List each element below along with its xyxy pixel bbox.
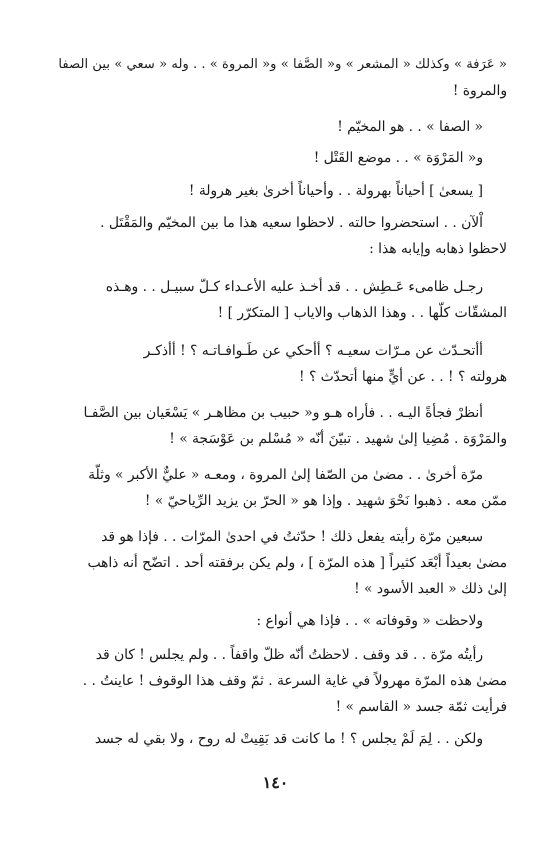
text-line: أأتحـدّث عن مـرّات سعيـه ؟ أأحكي عن طَـوافـاتـه ؟ ! أأذكـر [143,343,483,359]
page-number: ١٤٠ [262,773,289,792]
text-line: رأيتُه مرّة . . قد وقف . لاحظتُ أنّه ظلّ واقفاً . . ولم يجلس ! كان قد [95,647,483,663]
paragraph-8-cont [56,426,507,452]
paragraph-7-cont [56,364,507,390]
text-line: لاحظوا ذهابه وإيابه هذا : [369,241,507,257]
text-line: اْلآن . . استحضروا حالته . لاحظوا سعيه هذا ما بين المخيّم والمَقْتَل . [100,215,483,231]
paragraph-3 [56,145,483,171]
text-line: هرولته ؟ ! . . عن أيٍّ منها أتحدّث ؟ ! [299,369,507,385]
paragraph-8 [56,400,483,426]
text-line: « عَرَفة » وكذلك « المشعر » و« الصَّفا » و« المروة » . . وله « سعي » بين الصفا [58,57,507,72]
text-line: أنظرْ فجأةً اليـه . . فأراه هـو و« حبيب بن مظاهـر » يَسْعَيان بين الصَّفـا [83,405,483,421]
paragraph-4 [56,178,483,204]
paragraph-12 [56,642,483,668]
text-line: فرأيت ثمّة جسد « القاسم » ! [335,699,507,715]
paragraph-6-cont [56,300,507,326]
text-line: والمروة ! [452,83,507,99]
text-line: المشقّات كلّها . . وهذا الذهاب والاياب [ المتكرّر ] ! [217,305,507,321]
text-line: مضىٰ بعيداً أبْعَد كثيراً [ هذه المرّة ] ، ولم يكن برفقته أحد . اتضّح أنه ذاهب [87,555,507,571]
paragraph-9 [56,462,483,488]
paragraph-10 [56,524,483,550]
text-line: ممّن معه . ذهبوا نَحْوَ شهيد . وإذا هو « الحرّ بن يزيد الرِّياحيّ » ! [144,493,507,509]
paragraph-5 [56,210,483,236]
paragraph-13 [56,726,483,752]
text-line: و« المَرْوَة » . . موضع القَتْل ! [313,150,483,166]
text-line: ولاحظت « وقوفاته » . . فإذا هي أنواع : [256,613,483,629]
paragraph-6 [56,274,483,300]
text-line: [ يسعىٰ ] أحياناً بهرولة . . وأحياناً أخرىٰ بغير هرولة ! [188,183,483,199]
paragraph-11 [56,608,483,634]
text-line: ولكن . . لِمَ لَمْ يجلس ؟ ! ما كانت قد بَقِيتْ له روح ، ولا بقي له جسد [94,731,483,747]
text-line: إلىٰ ذلك « العبد الأسود » ! [354,581,507,597]
text-line: والمَرْوَة . مُضِيا إلىٰ شهيد . تبيّنَ أنّه « مُسْلم بن عَوْسَجة » ! [169,431,507,447]
text-line: رجـل ظامىء عَـطِش . . قد أخـذ عليه الأعـداء كـلّ سبيـل . . وهـذه [105,279,483,295]
paragraph-12-cont [56,668,507,720]
paragraph-10-cont [56,550,507,602]
paragraph-5-cont [56,236,507,262]
text-line: « الصفا » . . هو المخيّم ! [337,119,483,135]
text-line: مضىٰ هذه المرّة مهرولاً في غاية السرعة . ثمّ وقف هذا الوقوف ! عاينتُ . . [82,673,507,689]
paragraph-2 [56,114,483,140]
text-line: مرّة أخرىٰ . . مضىٰ من الصّفا إلىٰ المروة ، ومعـه « عليٌّ الأكبر » وثلّة [88,467,483,483]
text-line: سبعين مرّة رأيته يفعل ذلك ! حدّثتُ في احدىٰ المرّات . . فإذا هو قد [101,529,483,545]
paragraph-9-cont [56,488,507,514]
paragraph-1 [56,52,507,104]
paragraph-7 [56,338,483,364]
